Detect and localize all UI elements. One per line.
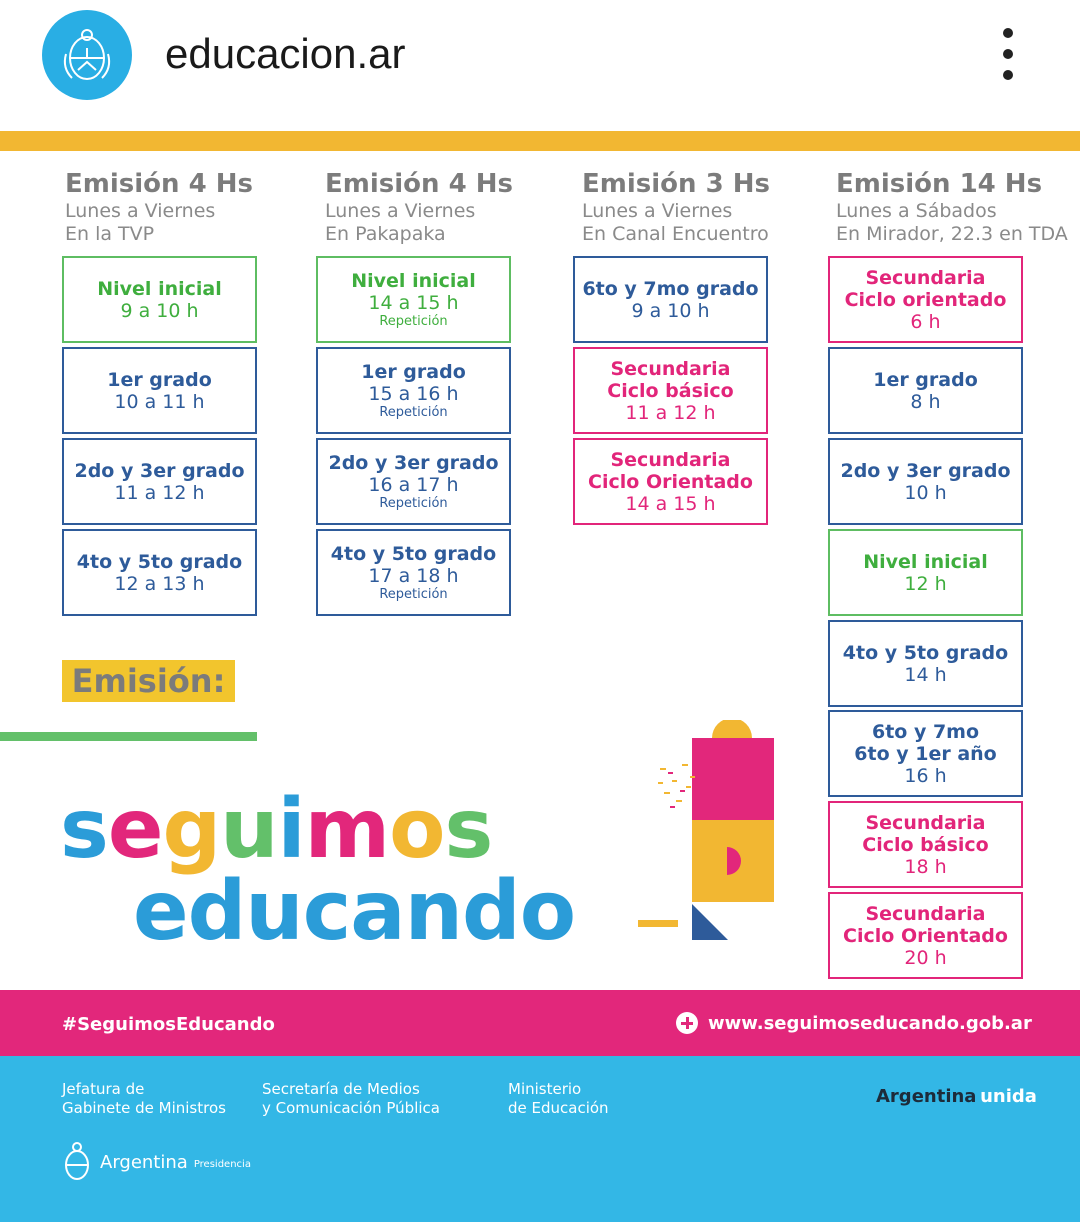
column-channel: En Pakapaka <box>325 223 446 245</box>
box-title: Nivel inicial <box>97 277 222 300</box>
schedule-column-pakapaka <box>325 168 565 246</box>
box-time: 18 h <box>904 855 947 878</box>
plus-icon <box>676 1012 698 1034</box>
org-line: Gabinete de Ministros <box>62 1099 226 1117</box>
schedule-box <box>828 620 1023 707</box>
box-time: 9 a 10 h <box>120 299 199 322</box>
schedule-box <box>828 529 1023 616</box>
box-title: Nivel inicial <box>351 269 476 292</box>
coat-of-arms-icon <box>56 24 118 86</box>
logo-letter: s <box>60 782 108 877</box>
box-subtitle: Ciclo Orientado <box>843 924 1008 947</box>
schedule-box <box>316 347 511 434</box>
schedule-box <box>828 347 1023 434</box>
dot <box>1003 28 1013 38</box>
box-time: 14 a 15 h <box>625 492 716 515</box>
logo-letter: o <box>389 782 445 877</box>
box-title: Secundaria <box>865 266 986 289</box>
box-title: Secundaria <box>865 902 986 925</box>
column-title: Emisión 3 Hs <box>582 169 770 199</box>
schedule-box <box>828 710 1023 797</box>
box-note: Repetición <box>379 586 448 602</box>
column-title: Emisión 4 Hs <box>65 169 253 199</box>
column-days: Lunes a Sábados <box>836 200 997 222</box>
box-title: 4to y 5to grado <box>76 550 243 573</box>
more-options-icon[interactable] <box>996 28 1020 80</box>
box-title: 1er grado <box>873 368 978 391</box>
box-time: 10 h <box>904 481 947 504</box>
box-title: 2do y 3er grado <box>74 459 245 482</box>
column-channel: En Canal Encuentro <box>582 223 769 245</box>
box-time: 12 a 13 h <box>114 572 205 595</box>
box-time: 8 h <box>910 390 941 413</box>
yellow-band <box>0 131 1080 151</box>
logo-letter: u <box>220 782 278 877</box>
box-time: 14 h <box>904 663 947 686</box>
schedule-box <box>316 438 511 525</box>
schedule-box <box>316 529 511 616</box>
box-time: 9 a 10 h <box>631 299 710 322</box>
unida-text: unida <box>980 1086 1037 1107</box>
logo-letter: s <box>444 782 493 877</box>
box-time: 12 h <box>904 572 947 595</box>
column-channel: En Mirador, 22.3 en TDA <box>836 223 1068 245</box>
logo-educando: educando <box>133 864 576 959</box>
org-ministerio <box>508 1080 609 1118</box>
logo-letter: m <box>304 782 390 877</box>
box-time: 10 a 11 h <box>114 390 205 413</box>
column-days: Lunes a Viernes <box>325 200 476 222</box>
schedule-box <box>828 892 1023 979</box>
box-subtitle: Ciclo básico <box>607 379 734 402</box>
schedule-box <box>316 256 511 343</box>
box-time: 16 h <box>904 764 947 787</box>
schedule-column-encuentro <box>582 168 822 246</box>
box-title: 4to y 5to grado <box>330 542 497 565</box>
decorative-shapes-icon <box>630 720 780 945</box>
schedule-box <box>828 801 1023 888</box>
presidencia-main: Argentina <box>100 1151 188 1173</box>
box-subtitle: 6to y 1er año <box>854 742 997 765</box>
org-line: de Educación <box>508 1099 609 1117</box>
column-channel: En la TVP <box>65 223 155 245</box>
argentina-unida-logo <box>876 1086 1037 1107</box>
box-time: 14 a 15 h <box>368 291 459 314</box>
box-title: Secundaria <box>610 448 731 471</box>
logo-letter: e <box>107 782 163 877</box>
schedule-box <box>573 347 768 434</box>
schedule-column-tvp <box>65 168 305 246</box>
website-url: www.seguimoseducando.gob.ar <box>708 1012 1032 1034</box>
org-jefatura <box>62 1080 226 1118</box>
schedule-box <box>828 438 1023 525</box>
org-secretaria <box>262 1080 440 1118</box>
org-line: y Comunicación Pública <box>262 1099 440 1117</box>
account-name[interactable]: educacion.ar <box>165 30 406 77</box>
column-title: Emisión 4 Hs <box>325 169 513 199</box>
coat-of-arms-icon <box>62 1140 92 1184</box>
box-title: 6to y 7mo grado <box>582 277 759 300</box>
schedule-box <box>828 256 1023 343</box>
schedule-box <box>62 529 257 616</box>
column-days: Lunes a Viernes <box>582 200 733 222</box>
schedule-box <box>573 256 768 343</box>
box-title: Secundaria <box>610 357 731 380</box>
column-title: Emisión 14 Hs <box>836 169 1043 199</box>
hashtag: #SeguimosEducando <box>62 1014 275 1035</box>
argentina-text: Argentina <box>876 1086 977 1107</box>
presidencia-small: Presidencia <box>193 1158 251 1170</box>
box-time: 20 h <box>904 946 947 969</box>
website-link[interactable] <box>676 1012 1032 1034</box>
box-subtitle: Ciclo básico <box>862 833 989 856</box>
box-subtitle: Ciclo Orientado <box>588 470 753 493</box>
box-title: 6to y 7mo <box>871 720 980 743</box>
box-time: 6 h <box>910 310 941 333</box>
logo-letter: i <box>277 782 305 877</box>
dot <box>1003 70 1013 80</box>
column-days: Lunes a Viernes <box>65 200 216 222</box>
box-title: Secundaria <box>865 811 986 834</box>
box-note: Repetición <box>379 313 448 329</box>
box-note: Repetición <box>379 404 448 420</box>
schedule-box <box>573 438 768 525</box>
box-time: 16 a 17 h <box>368 473 459 496</box>
green-divider <box>0 732 257 741</box>
box-time: 11 a 12 h <box>114 481 205 504</box>
box-title: 1er grado <box>107 368 212 391</box>
presidencia-logo <box>62 1140 251 1184</box>
box-note: Repetición <box>379 495 448 511</box>
org-line: Secretaría de Medios <box>262 1080 420 1098</box>
box-title: 4to y 5to grado <box>842 641 1009 664</box>
box-title: 2do y 3er grado <box>328 451 499 474</box>
logo-letter: g <box>162 782 221 877</box>
account-avatar[interactable] <box>42 10 132 100</box>
org-line: Ministerio <box>508 1080 582 1098</box>
org-line: Jefatura de <box>62 1080 145 1098</box>
box-title: 1er grado <box>361 360 466 383</box>
box-subtitle: Ciclo orientado <box>844 288 1007 311</box>
schedule-box <box>62 347 257 434</box>
schedule-column-mirador <box>836 168 1076 246</box>
box-title: Nivel inicial <box>863 550 988 573</box>
post-header <box>0 0 1080 130</box>
box-title: 2do y 3er grado <box>840 459 1011 482</box>
schedule-box <box>62 256 257 343</box>
box-time: 15 a 16 h <box>368 382 459 405</box>
box-time: 17 a 18 h <box>368 564 459 587</box>
emision-label: Emisión: <box>62 660 235 702</box>
dot <box>1003 49 1013 59</box>
schedule-box <box>62 438 257 525</box>
box-time: 11 a 12 h <box>625 401 716 424</box>
